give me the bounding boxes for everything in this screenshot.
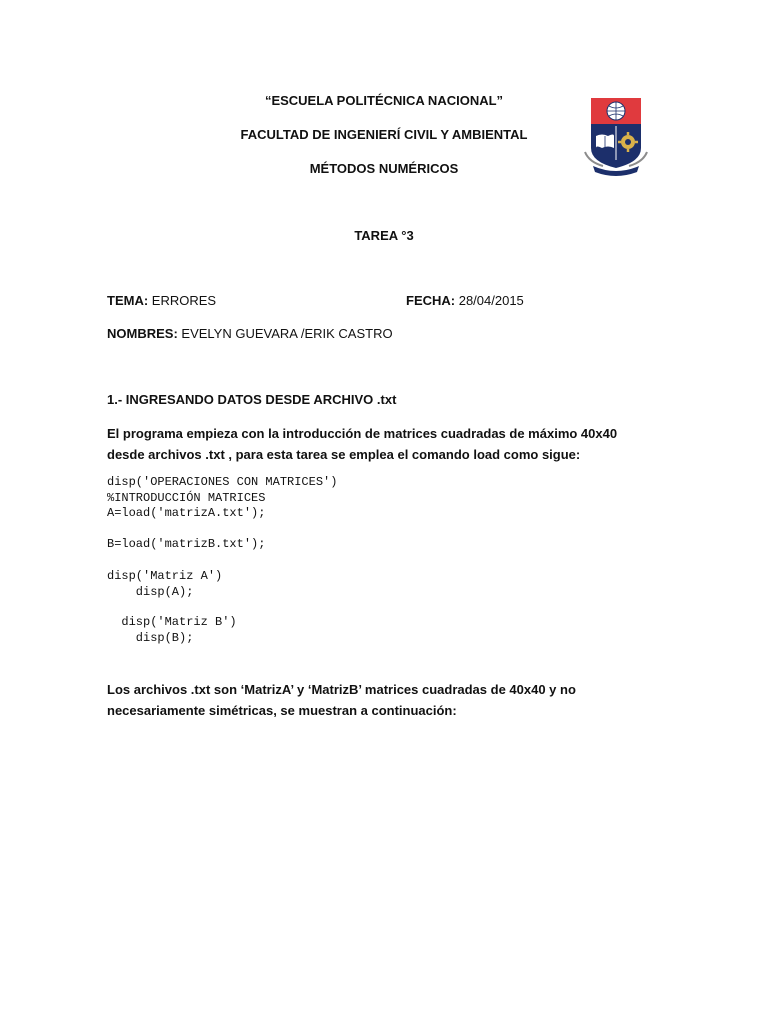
intro-paragraph: El programa empieza con la introducción de matrices cuadradas de máximo 40x40 desde archivos .txt , para esta tarea se emplea el comando load como sigue: xyxy=(107,426,618,462)
nombres-row xyxy=(107,326,393,342)
fecha-label: FECHA: xyxy=(406,293,456,308)
university-crest-icon xyxy=(583,96,649,178)
tema-label: TEMA: xyxy=(107,293,149,308)
tema-row xyxy=(107,293,216,309)
tema-value: ERRORES xyxy=(148,293,217,308)
fecha-value: 28/04/2015 xyxy=(455,293,524,308)
assignment-title: TAREA °3 xyxy=(354,228,414,243)
nombres-value: EVELYN GUEVARA /ERIK CASTRO xyxy=(177,326,393,341)
nombres-label: NOMBRES: xyxy=(107,326,178,341)
code-block-disp-b: disp('Matriz B') disp(B); xyxy=(121,615,237,645)
faculty-title: FACULTAD DE INGENIERÍ CIVIL Y AMBIENTAL xyxy=(240,127,528,142)
code-block-disp-a: disp('Matriz A') disp(A); xyxy=(107,569,223,599)
code-block-load-a: disp('OPERACIONES CON MATRICES') %INTRODUCCIÓN MATRICES A=load('matrizA.txt'); xyxy=(107,475,338,520)
outro-paragraph: Los archivos .txt son ‘MatrizA’ y ‘MatrizB’ matrices cuadradas de 40x40 y no necesariamente simétricas, se muestran a continuación: xyxy=(107,682,576,718)
code-block-load-b: B=load('matrizB.txt'); xyxy=(107,537,266,551)
section-heading: 1.- INGRESANDO DATOS DESDE ARCHIVO .txt xyxy=(107,392,397,407)
fecha-row xyxy=(406,293,524,309)
school-title: “ESCUELA POLITÉCNICA NACIONAL” xyxy=(264,93,504,108)
subject-title: MÉTODOS NUMÉRICOS xyxy=(309,161,459,176)
